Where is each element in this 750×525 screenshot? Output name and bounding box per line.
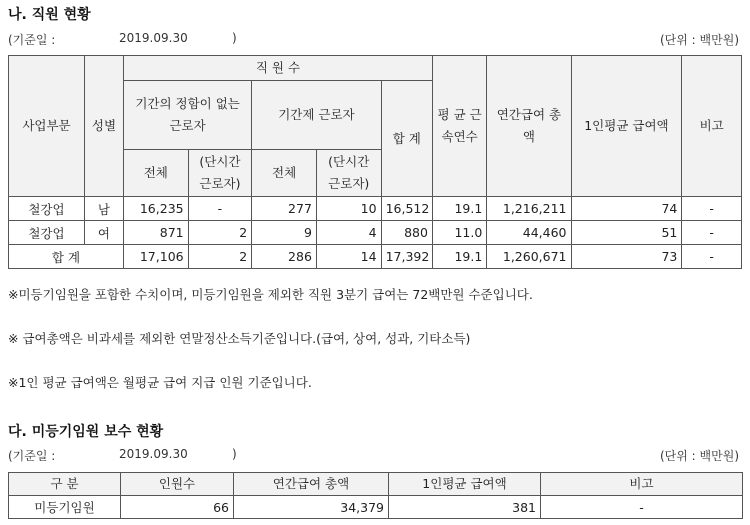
unit-label: (단위 : 백만원) <box>660 33 739 47</box>
cell-avg: 73 <box>571 245 682 269</box>
section-title-unregistered-executives: 다. 미등기임원 보수 현황 <box>8 424 164 440</box>
cell-perm-all: 17,106 <box>123 245 188 269</box>
cell-avg: 51 <box>571 221 682 245</box>
reference-date-value: 2019.09.30 <box>119 447 188 461</box>
table-row <box>9 496 743 519</box>
cell-fixed-part: 4 <box>316 221 381 245</box>
cell-fixed-all: 286 <box>252 245 317 269</box>
reference-date-close: ) <box>232 31 237 45</box>
section-title-employees: 나. 직원 현황 <box>8 7 91 23</box>
cell-tenure: 19.1 <box>432 245 486 269</box>
header-remarks: 비고 <box>682 56 742 197</box>
reference-date-line <box>8 447 742 463</box>
header-count: 인원수 <box>121 473 234 496</box>
cell-perm-part: 2 <box>188 245 252 269</box>
header-employees: 직 원 수 <box>123 56 432 81</box>
cell-perm-all: 871 <box>123 221 188 245</box>
header-category: 구 분 <box>9 473 121 496</box>
cell-annual: 1,216,211 <box>487 197 571 221</box>
cell-division: 철강업 <box>9 221 85 245</box>
cell-category: 미등기임원 <box>9 496 121 519</box>
cell-perm-part: - <box>188 197 252 221</box>
cell-annual: 1,260,671 <box>487 245 571 269</box>
header-fixed-all: 전체 <box>252 150 317 197</box>
unit-label: (단위 : 백만원) <box>660 449 739 463</box>
cell-remark: - <box>682 197 742 221</box>
reference-date-label: (기준일 : <box>8 449 56 463</box>
cell-total: 880 <box>381 221 432 245</box>
cell-perm-all: 16,235 <box>123 197 188 221</box>
table-row <box>9 221 742 245</box>
cell-remark: - <box>682 245 742 269</box>
cell-remark: - <box>682 221 742 245</box>
header-indefinite: 기간의 정함이 없는 근로자 <box>123 81 251 150</box>
header-per-capita: 1인평균 급여액 <box>389 473 541 496</box>
header-fixed-term: 기간제 근로자 <box>252 81 381 150</box>
cell-tenure: 11.0 <box>432 221 486 245</box>
unregistered-executive-table <box>8 472 743 519</box>
employee-status-table <box>8 55 742 269</box>
header-remarks: 비고 <box>541 473 743 496</box>
cell-gender: 남 <box>84 197 123 221</box>
cell-gender: 여 <box>84 221 123 245</box>
cell-remark: - <box>541 496 743 519</box>
header-annual-total: 연간급여 총 액 <box>487 56 571 197</box>
cell-count: 66 <box>121 496 234 519</box>
cell-fixed-all: 9 <box>252 221 317 245</box>
cell-total: 17,392 <box>381 245 432 269</box>
reference-date-close: ) <box>232 447 237 461</box>
cell-tenure: 19.1 <box>432 197 486 221</box>
cell-annual: 44,460 <box>487 221 571 245</box>
header-total: 합 계 <box>381 81 432 197</box>
cell-per-capita: 381 <box>389 496 541 519</box>
header-fixed-part: (단시간 근로자) <box>316 150 381 197</box>
header-annual-total: 연간급여 총액 <box>234 473 389 496</box>
reference-date-label: (기준일 : <box>8 33 56 47</box>
header-avg-tenure: 평 균 근속연수 <box>432 56 486 197</box>
footnote-3: ※1인 평균 급여액은 월평균 급여 지급 인원 기준입니다. <box>8 375 312 390</box>
cell-division: 철강업 <box>9 197 85 221</box>
reference-date-value: 2019.09.30 <box>119 31 188 45</box>
footnote-2: ※ 급여총액은 비과세를 제외한 연말정산소득기준입니다.(급여, 상여, 성과, 기타소득) <box>8 331 471 346</box>
header-division: 사업부문 <box>9 56 85 197</box>
header-per-capita: 1인평균 급여액 <box>571 56 682 197</box>
cell-fixed-all: 277 <box>252 197 317 221</box>
cell-avg: 74 <box>571 197 682 221</box>
reference-date-line <box>8 31 742 47</box>
table-total-row <box>9 245 742 269</box>
table-row <box>9 197 742 221</box>
header-perm-all: 전체 <box>123 150 188 197</box>
cell-perm-part: 2 <box>188 221 252 245</box>
cell-fixed-part: 10 <box>316 197 381 221</box>
footnote-1: ※미등기임원을 포함한 수치이며, 미등기임원을 제외한 직원 3분기 급여는 72백만원 수준입니다. <box>8 287 533 302</box>
header-perm-part: (단시간 근로자) <box>188 150 252 197</box>
cell-total: 16,512 <box>381 197 432 221</box>
cell-total-label: 합 계 <box>9 245 124 269</box>
cell-annual-total: 34,379 <box>234 496 389 519</box>
header-gender: 성별 <box>84 56 123 197</box>
cell-fixed-part: 14 <box>316 245 381 269</box>
